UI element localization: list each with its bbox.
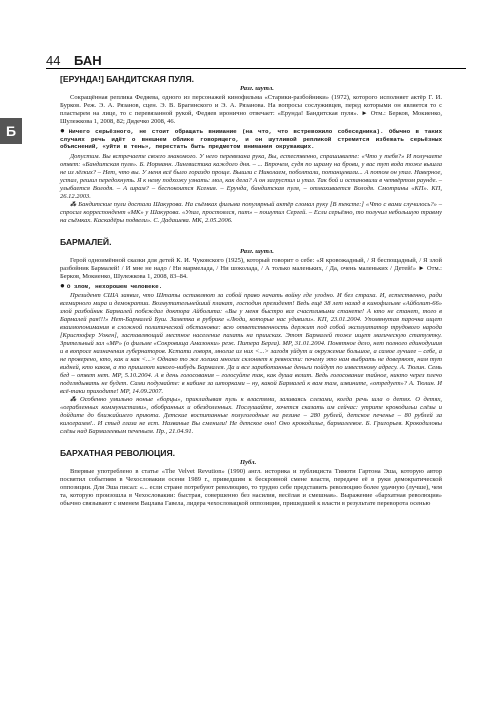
entry-title: БАРМАЛЕЙ. xyxy=(60,236,112,247)
alphabet-tab: Б xyxy=(0,118,22,144)
style-label: Публ. xyxy=(240,459,257,467)
example: Допустим. Вы встречаете своего знакомого. У него перевязана рука, Вы, естественно, спрашиваете: «Что у тебя?» И получаете ответ: «Бандитская пуля». Б. Норманн. Лингвистика каждого дня. – ... Впрочем, судя по шраму на брови, у вас тут вода тоже вышла не из лёгких? – Нет, что вы. У меня всё было гораздо проще. Вышли с Николаем, поболтали, потанцевали... А потом он упал. Наверное, устал, решил передохнуть. Я к нему подхожу узнать: мол, как дела? А он загрустил и упал. Так бой и остановили в четвёртом раунде. – улыбается Володя. – А шрам? – беспокоится Ксения. – Ерунда, бандитская пуля, – отмахивается Володя. Смотрины «КП». КП, 26.12.2003. xyxy=(60,152,442,200)
entry-body: Впервые употреблено в статье «The Velvet Revution» (1990) англ. историка и публициста Тимоти Гартона Эша, которую автор посвятил событиям в Чехословакии осени 1989 г., приведшим к бескровной смене власти, передаче её в руки демократической оппозиции. Для Эша писал: «... если стране потребуют революцию, то трудно себе представить революцию более удачную (лучше), чем та, которую произошла в Чехословакии: быстрая, совершенно без насилия, весёлая и смешная». Выражение «бархатная революция» обычно связывают с именем Вацлава Гавела, лидера чехословацкой оппозиции, пришедшей к власти в результате переворота осенью xyxy=(60,468,442,508)
bullet-icon: ● xyxy=(60,281,65,291)
style-label: Разг. шутл. xyxy=(240,247,274,255)
running-header xyxy=(46,50,466,70)
entry-body: Сокращённая реплика Федяева, одного из персонажей кинофильма «Старики-разбойники» (1972), которого исполняет актёр Г. И. Бурков. Реж. Э. А. Рязанов, сцен. Э. В. Брагинского и Э. А. Рязанова. На вопросы сослуживцев, перед которыми он является то с пластырем на лице, то с перевязанной рукой, Федяев иронично отвечает: «Ерунда! Бандитская пуля». ► Отм.: Берков, Мокиенко, Шулежкова 1, 2008, 82; Дядечко 2008, 46. xyxy=(60,94,442,125)
bullet-icon: ● xyxy=(60,127,67,136)
style-label: Разг. шутл. xyxy=(240,85,274,92)
entry xyxy=(60,74,442,225)
entry xyxy=(60,448,442,508)
meaning-note: ● О злом, нехорошем человеке. xyxy=(60,281,163,291)
entry-title: [ЕРУНДА!] БАНДИТСКАЯ ПУЛЯ. xyxy=(60,74,195,84)
running-head-section: БАН xyxy=(74,53,102,68)
header-rule xyxy=(46,68,466,69)
meaning-note: ● Ничего серьёзного, не стоит обращать внимание (на что, что встревожило собеседника). Обычно в таких случаях речь идёт о внешнем облике говорящего, и он шутливой репликой стремится избежать серьёзных объяснений, «уйти в тень», перестать быть предметом внимания окружающих. xyxy=(60,127,442,151)
entry xyxy=(60,237,442,437)
example: ⁂ Бандитские пули достали Шакурова. На съёмках фильма популярный актёр сломал руку [В тексте:] «Что с вами случилось?» – спросил корреспондент «МК» у Шакурова. «Упал, простоялся, пит» – пошутил Сергей. – Если серьёзно, то получил небольшую травму на съёмках. Каскадёры подвели». С. Дадашева. МК, 2.05.2006. xyxy=(60,200,443,224)
entry-body: Герой одноимённой сказки для детей К. И. Чуковского (1925), который говорит о себе: «Я кровожадный, / Я беспощадный, / Я злой разбойник Бармалей! / И мне не надо / Ни мармелада, / Ни шоколада, / А только маленьких, / Да, очень маленьких / Детей!» ► Отм.: Берков, Мокиенко, Шулежкова 1, 2008, 83–84. xyxy=(60,256,442,280)
usage-marker-icon: ⁂ xyxy=(70,201,77,208)
example: Президент США заявил, что Штаты оставляют за собой право начать войну где угодно. И без страха. И, естественно, ради всемирного мира и демократии. Возмутительнейший плакат, господин президент! Ведь ещё 38 лет назад в кинофильме «Айболит-66» злой разбойник Бармалей побеждал доктора Айболита: «Вы у меня быстро все счастливыми станете! А кто не станет, того в Бармалей рая!!!» Нет-Бармалей Буш. Заметка в рубрике «Люди, которые нас удивили». КП, 23.01.2004. Упомянутая парочка ищет взаимопонимания в сложной политической обстановке: всю ответственность держит под собой эксплуататор трудового народа [Кристофер Уокен], заставляющий местное население пахать на приисках. Этот Бармалей тоже ищет магическую статуэтку. Зрительный зал «МР» (о фильме «Сокровища Амазонки» реж. Питера Берга). МР, 31.01.2004. Понятное дело, нет полного единодушия и в вопросе назначения губернаторов. Кстати говоря, многие из них <...> загодя уйдут и окружение большое, а самое лучшее – себе, а не проверено, кто, как и как <...> Однако то же логика многих склоняет к ревности: почему это нам выбрать не доверяют, нам тут видней, кто каков, а то пришлют какого-нибудь Бармалея. Да и все заработанные деньги пойдут по известному адресу. А. Тюлин. Семь бед – ответ нет. МР, 5.10.2004. А в день голосования – голосуйте так, как душа велит. Ведь голосование тайное, никто через плечо подглядывать не будет. Сами подумайте: в кабине за шторками – ну, какой Бармалей к вам там, извините, «отредует»? А. Тюлин. И всё-таки приходите! МР, 14.09.2007. xyxy=(60,292,442,396)
entry-title: БАРХАТНАЯ РЕВОЛЮЦИЯ. xyxy=(60,448,176,459)
example: ⁂ Особенно умильно ноные «борцы», прикладывая пуль к властями, заливаясь слезами, когда речь шла о детях. О детях, «ограбленных коммунистами», обобранных и обездоленных. Послушайте, хочется сказать им сейчас: утрите крокодильи слёзы и дойдите до ближайшего приюта. Детские воспитанные полуголодные на резине – 280 рублей, детское печенье – 80 рублей за килограмм!.. И стыд глаза не ест. Названые Вы сменили! Не детское оно! Оно крокодилье, бармалеевоe. Б. Григорьев. Крокодиловы слёзы над Бармалеевым печеньем. Пр., 21.04.91. xyxy=(60,396,442,436)
usage-marker-icon: ⁂ xyxy=(70,397,78,404)
page-number: 44 xyxy=(46,53,61,68)
dictionary-content xyxy=(60,74,442,508)
